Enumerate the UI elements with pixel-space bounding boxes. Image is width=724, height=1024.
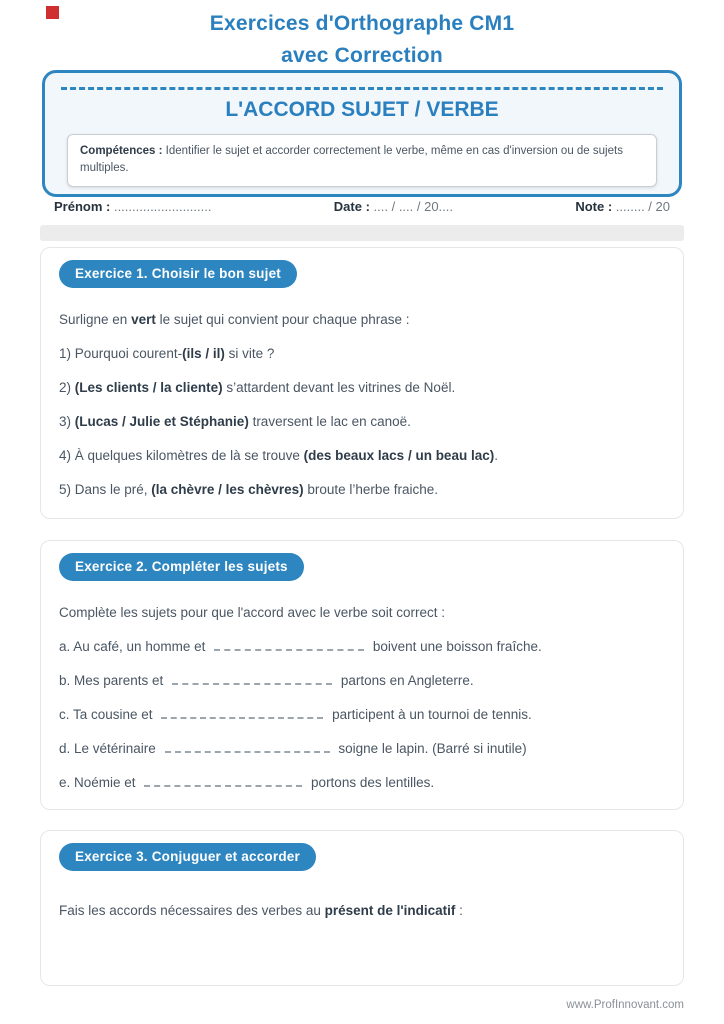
competences-label: Compétences : [80,145,163,157]
page-title-line1: Exercices d'Orthographe CM1 [209,12,515,35]
answer-blank [144,774,302,787]
exercise-2-item-4 [59,739,665,759]
bold-text: (la chèvre / les chèvres) [151,482,304,497]
competences-text: Identifier le sujet et accorder correctement le verbe, même en cas d'inversion ou de sujets multiples. [80,145,623,175]
student-info-row [40,199,684,214]
text: s’attardent devant les vitrines de Noël. [222,380,456,395]
exercise-2-card [40,540,684,810]
bold-text: (des beaux lacs / un beau lac) [303,448,495,463]
date-label: Date : [333,199,370,214]
text: broute l’herbe fraiche. [303,482,438,497]
text: 2) [59,380,75,395]
answer-blank [172,672,332,685]
text: boivent une boisson fraîche. [369,639,542,654]
exercise-2-item-1 [59,637,665,657]
exercise-2-badge: Exercice 2. Compléter les sujets [59,553,304,581]
note-label: Note : [575,199,613,214]
note-blank: ........ / 20 [612,199,670,214]
prenom-blank: ........................... [110,199,212,214]
text: participent à un tournoi de tennis. [328,707,532,722]
exercise-1-item-3 [59,412,665,432]
exercise-1-item-1 [59,344,665,364]
exercise-2-item-5 [59,773,665,793]
answer-blank [165,740,330,753]
exercise-1-badge: Exercice 1. Choisir le bon sujet [59,260,297,288]
bold-text: (ils / il) [182,346,225,361]
bold-text: vert [131,312,156,327]
date-blank: .... / .... / 20.... [369,199,454,214]
text: traversent le lac en canoë. [248,414,411,429]
footer-site-link[interactable]: www.ProfInnovant.com [566,999,684,1011]
answer-blank [161,706,323,719]
prenom-label: Prénom : [54,199,111,214]
exercise-3-card [40,830,684,986]
exercise-1-item-4 [59,446,665,466]
text: Surligne en [59,312,132,327]
text: 1) Pourquoi courent- [59,346,183,361]
text: e. Noémie et [59,775,140,790]
prenom-field [54,199,211,214]
exercise-2-item-2 [59,671,665,691]
text: Fais les accords nécessaires des verbes au [59,903,325,918]
section-divider-bar [40,225,684,241]
answer-blank [214,638,364,651]
date-field [334,199,453,214]
competences-box [67,134,657,187]
exercise-1-item-2 [59,378,665,398]
text: si vite ? [224,346,275,361]
exercise-2-item-3 [59,705,665,725]
exercise-3-instruction [59,901,665,921]
text: 4) À quelques kilomètres de là se trouve [59,448,304,463]
exercise-1-item-5 [59,480,665,500]
exercise-3-badge: Exercice 3. Conjuguer et accorder [59,843,316,871]
text: c. Ta cousine et [59,707,157,722]
text: le sujet qui convient pour chaque phrase : [155,312,410,327]
exercise-1-instruction [59,310,665,330]
lesson-header-card [42,70,682,197]
exercise-1-card [40,247,684,519]
text: : [455,903,463,918]
text: portons des lentilles. [307,775,435,790]
note-field [575,199,670,214]
text: d. Le vétérinaire [59,741,160,756]
text: Complète les sujets pour que l'accord avec le verbe soit correct : [59,605,446,620]
text: b. Mes parents et [59,673,168,688]
dashed-separator [61,87,663,90]
bold-text: (Lucas / Julie et Stéphanie) [74,414,249,429]
text: . [494,448,498,463]
text: a. Au café, un homme et [59,639,210,654]
exercise-2-instruction [59,603,665,623]
bold-text: (Les clients / la cliente) [74,380,223,395]
text: 5) Dans le pré, [59,482,152,497]
text: 3) [59,414,75,429]
lesson-title: L'ACCORD SUJET / VERBE [225,98,499,121]
text: partons en Angleterre. [337,673,474,688]
bold-text: présent de l'indicatif [324,903,456,918]
text: soigne le lapin. (Barré si inutile) [334,741,527,756]
page-title-line2: avec Correction [281,44,443,67]
